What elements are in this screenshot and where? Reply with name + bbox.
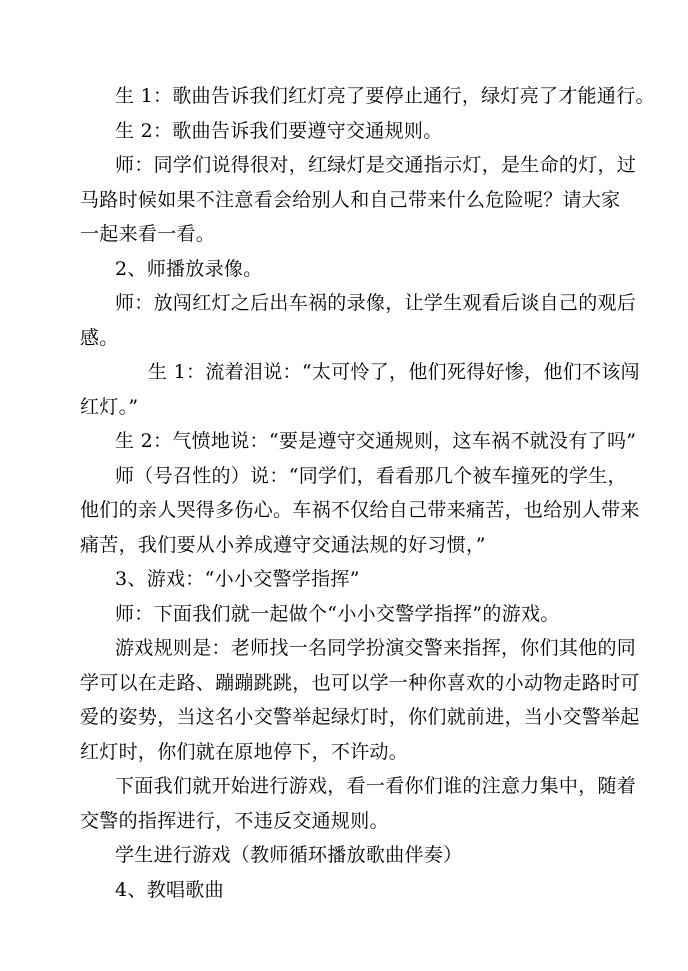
paragraph-line: 4、教唱歌曲 — [115, 879, 224, 901]
paragraph-line: 游戏规则是：老师找一名同学扮演交警来指挥，你们其他的同 — [115, 637, 637, 659]
paragraph-line: 红灯时，你们就在原地停下，不许动。 — [80, 741, 409, 763]
paragraph-line: 学可以在走路、蹦蹦跳跳，也可以学一种你喜欢的小动物走路时可 — [80, 672, 640, 694]
paragraph-line: 2、师播放录像。 — [115, 258, 263, 280]
paragraph-line: 师（号召性的）说：“同学们，看看那几个被车撞死的学生， — [115, 465, 627, 487]
paragraph-line: 3、游戏：“小小交警学指挥” — [115, 568, 360, 590]
paragraph-line: 生 1：歌曲告诉我们红灯亮了要停止通行，绿灯亮了才能通行。 — [115, 85, 655, 107]
paragraph-line: 下面我们就开始进行游戏，看一看你们谁的注意力集中，随着 — [115, 775, 637, 797]
paragraph-line: 生 1：流着泪说：“太可怜了，他们死得好惨，他们不该闯 — [148, 361, 640, 383]
paragraph-line: 学生进行游戏（教师循环播放歌曲伴奏） — [115, 844, 463, 866]
paragraph-line: 马路时候如果不注意看会给别人和自己带来什么危险呢？请大家 — [80, 189, 621, 211]
paragraph-line: 红灯。” — [80, 396, 139, 418]
paragraph-line: 爱的姿势，当这名小交警举起绿灯时，你们就前进，当小交警举起 — [80, 706, 640, 728]
paragraph-line: 师：放闯红灯之后出车祸的录像，让学生观看后谈自己的观后 — [115, 292, 637, 314]
paragraph-line: 痛苦，我们要从小养成遵守交通法规的好习惯，” — [80, 534, 486, 556]
paragraph-line: 生 2：歌曲告诉我们要遵守交通规则。 — [115, 120, 443, 142]
paragraph-line: 交警的指挥进行，不违反交通规则。 — [80, 810, 389, 832]
paragraph-line: 他们的亲人哭得多伤心。车祸不仅给自己带来痛苦，也给别人带来 — [80, 499, 640, 521]
paragraph-line: 师：同学们说得很对，红绿灯是交通指示灯，是生命的灯，过 — [115, 154, 637, 176]
paragraph-line: 一起来看一看。 — [80, 223, 216, 245]
paragraph-line: 师：下面我们就一起做个“小小交警学指挥”的游戏。 — [115, 603, 560, 625]
paragraph-line: 生 2：气愤地说：“要是遵守交通规则，这车祸不就没有了吗” — [115, 430, 637, 452]
paragraph-line: 感。 — [80, 327, 119, 349]
